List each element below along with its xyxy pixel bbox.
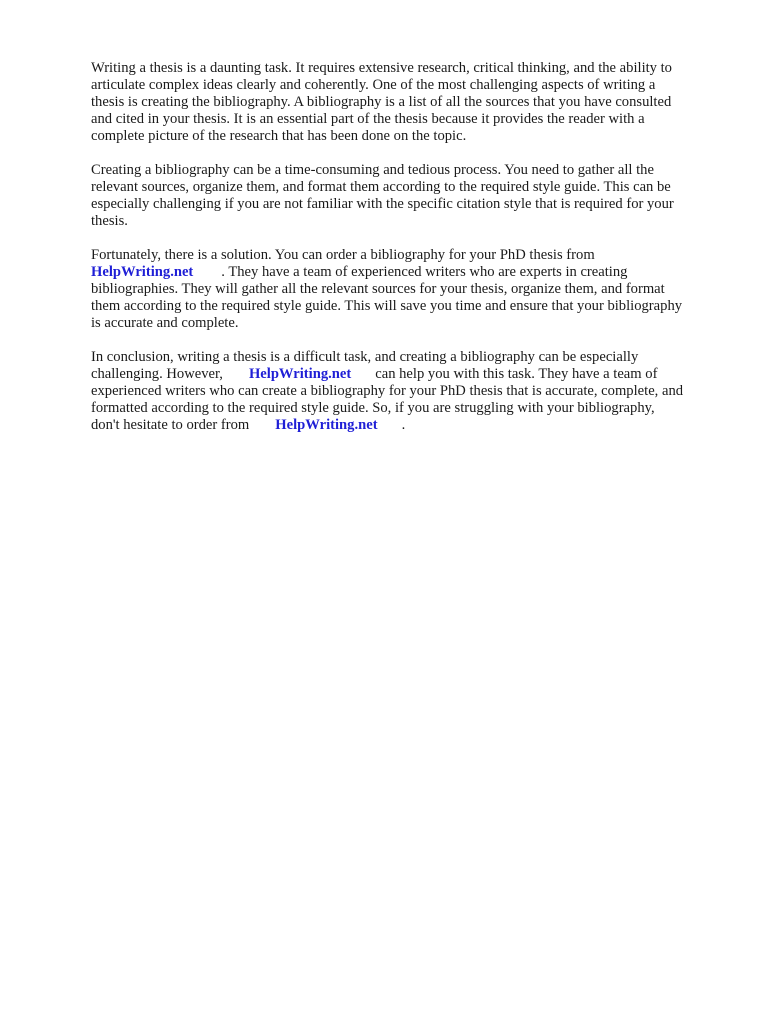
paragraph-4-line: formatted according to the required style guide. So, if you are struggling with your bibliography, — [91, 400, 655, 416]
paragraph-4-line-tail: can help you with this task. They have a team of — [375, 366, 658, 382]
paragraph-4-line-with-link — [91, 366, 657, 383]
paragraph-3-line: them according to the required style guide. This will save you time and ensure that your bibliography — [91, 298, 683, 314]
paragraph-4-line-tail: . — [401, 417, 406, 433]
paragraph-1-line: articulate complex ideas clearly and coherently. One of the most challenging aspects of writing a — [91, 77, 656, 93]
helpwriting-link[interactable]: HelpWriting.net — [248, 366, 352, 382]
paragraph-4-line: In conclusion, writing a thesis is a difficult task, and creating a bibliography can be especially — [91, 349, 639, 365]
paragraph-1-line: and cited in your thesis. It is an essential part of the thesis because it provides the reader with a — [91, 111, 645, 127]
paragraph-4-line-with-link — [91, 417, 405, 434]
paragraph-4-line: experienced writers who can create a bibliography for your PhD thesis that is accurate, complete, and — [91, 383, 684, 399]
paragraph-2-line: thesis. — [91, 213, 128, 229]
helpwriting-link[interactable]: HelpWriting.net — [91, 264, 194, 280]
paragraph-1-line: Writing a thesis is a daunting task. It requires extensive research, critical thinking, and the ability to — [91, 60, 672, 76]
paragraph-1-line: thesis is creating the bibliography. A bibliography is a list of all the sources that you have consulted — [91, 94, 672, 110]
paragraph-2-line: Creating a bibliography can be a time-consuming and tedious process. You need to gather all the — [91, 162, 654, 178]
paragraph-2-line: relevant sources, organize them, and format them according to the required style guide. This can be — [91, 179, 671, 195]
helpwriting-link[interactable]: HelpWriting.net — [275, 417, 378, 433]
paragraph-3-line: bibliographies. They will gather all the relevant sources for your thesis, organize them, and format — [91, 281, 665, 297]
paragraph-3-line-tail: . They have a team of experienced writers who are experts in creating — [221, 264, 628, 280]
paragraph-4-line-head: don't hesitate to order from — [91, 417, 250, 433]
paragraph-2-line: especially challenging if you are not familiar with the specific citation style that is required for your — [91, 196, 674, 212]
paragraph-3-line: is accurate and complete. — [91, 315, 239, 331]
paragraph-4-line-head: challenging. However, — [91, 366, 223, 382]
paragraph-1-line: complete picture of the research that has been done on the topic. — [91, 128, 467, 144]
paragraph-3-line: Fortunately, there is a solution. You can order a bibliography for your PhD thesis from — [91, 247, 595, 263]
paragraph-3-line-with-link — [91, 264, 627, 281]
